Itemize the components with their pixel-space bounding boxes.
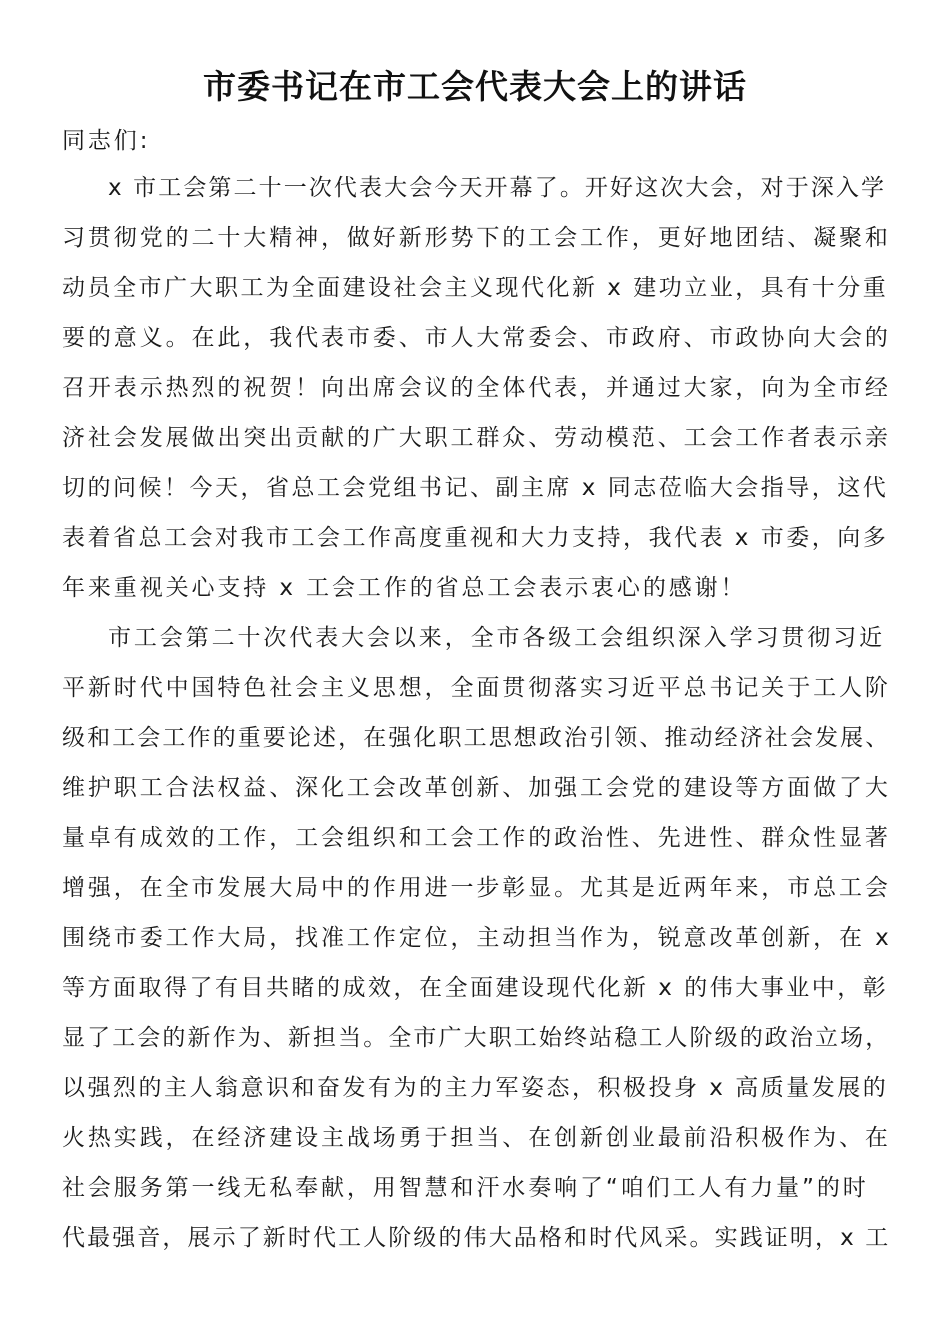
- paragraph-2-line-6: 增强，在全市发展大局中的作用进一步彰显。尤其是近两年来，市总工会: [62, 875, 891, 901]
- paragraph-1-line-9: 年来重视关心支持 x 工会工作的省总工会表示衷心的感谢！: [62, 575, 747, 601]
- paragraph-1-line-2: 习贯彻党的二十大精神，做好新形势下的工会工作，更好地团结、凝聚和: [62, 225, 891, 251]
- paragraph-2-line-5: 量卓有成效的工作，工会组织和工会工作的政治性、先进性、群众性显著: [62, 825, 891, 851]
- paragraph-1-line-3: 动员全市广大职工为全面建设社会主义现代化新 x 建功立业，具有十分重: [62, 275, 889, 301]
- paragraph-1-line-7: 切的问候！今天，省总工会党组书记、副主席 x 同志莅临大会指导，这代: [62, 475, 889, 501]
- paragraph-2-line-11: 火热实践，在经济建设主战场勇于担当、在创新创业最前沿积极作为、在: [62, 1125, 891, 1151]
- paragraph-2-line-13: 代最强音，展示了新时代工人阶级的伟大品格和时代风采。实践证明，x 工: [62, 1225, 891, 1251]
- paragraph-2-line-9: 显了工会的新作为、新担当。全市广大职工始终站稳工人阶级的政治立场，: [62, 1025, 891, 1051]
- paragraph-2-line-4: 维护职工合法权益、深化工会改革创新、加强工会党的建设等方面做了大: [62, 775, 891, 801]
- paragraph-2-line-2: 平新时代中国特色社会主义思想，全面贯彻落实习近平总书记关于工人阶: [62, 675, 891, 701]
- paragraph-2-line-8: 等方面取得了有目共睹的成效，在全面建设现代化新 x 的伟大事业中，彰: [62, 975, 889, 1001]
- paragraph-1-line-1: x 市工会第二十一次代表大会今天开幕了。开好这次大会，对于深入学: [108, 175, 887, 201]
- paragraph-2-line-7: 围绕市委工作大局，找准工作定位，主动担当作为，锐意改革创新，在 x: [62, 925, 892, 951]
- paragraph-1-line-5: 召开表示热烈的祝贺！向出席会议的全体代表，并通过大家，向为全市经: [62, 375, 891, 401]
- paragraph-1-line-4: 要的意义。在此，我代表市委、市人大常委会、市政府、市政协向大会的: [62, 325, 891, 351]
- document-title: 市委书记在市工会代表大会上的讲话: [203, 67, 747, 106]
- salutation: 同志们:: [62, 128, 151, 154]
- paragraph-1-line-6: 济社会发展做出突出贡献的广大职工群众、劳动模范、工会工作者表示亲: [62, 425, 891, 451]
- paragraph-2-line-1: 市工会第二十次代表大会以来，全市各级工会组织深入学习贯彻习近: [108, 625, 885, 651]
- paragraph-2-line-10: 以强烈的主人翁意识和奋发有为的主力军姿态，积极投身 x 高质量发展的: [62, 1075, 889, 1101]
- paragraph-2-line-12: 社会服务第一线无私奉献，用智慧和汗水奏响了“咱们工人有力量”的时: [62, 1175, 869, 1201]
- paragraph-1-line-8: 表着省总工会对我市工会工作高度重视和大力支持，我代表 x 市委，向多: [62, 525, 889, 551]
- paragraph-2-line-3: 级和工会工作的重要论述，在强化职工思想政治引领、推动经济社会发展、: [62, 725, 891, 751]
